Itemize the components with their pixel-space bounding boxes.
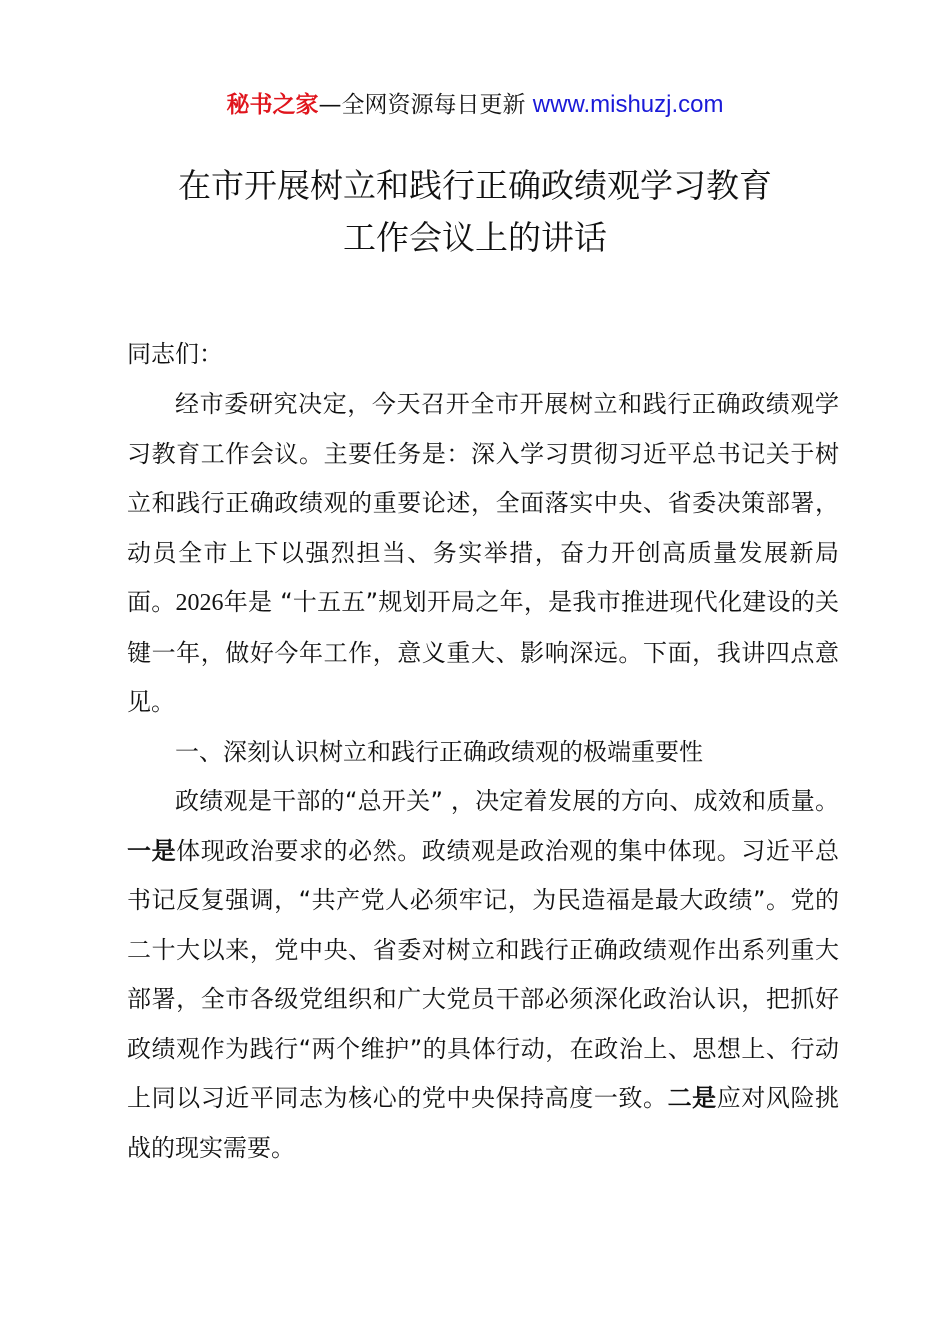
document-title — [0, 160, 950, 264]
year-number: 2026 — [175, 590, 224, 616]
header-slogan: —全网资源每日更新 — [318, 92, 533, 118]
salutation: 同志们： — [127, 340, 223, 368]
point-1-label: 一是 — [127, 836, 177, 865]
section-1-intro: 政绩观是干部的“总开关” ，决定着发展的方向、成效和质量。 — [175, 787, 839, 815]
site-header — [0, 88, 950, 122]
intro-paragraph — [127, 380, 839, 728]
title-line-1: 在市开展树立和践行正确政绩观学习教育 — [178, 166, 772, 205]
point-2-text: 应对风险挑战的现实需要。 — [127, 1084, 840, 1162]
intro-paragraph-part1: 经市委研究决定，今天召开全市开展树立和践行正确政绩观学习教育工作会议。主要任务是：深入学习贯彻习近平总书记关于树立和践行正确政绩观的重要论述，全面落实中央、省委决策部署，动员全市上下以强烈担当、务实举措，奋力开创高质量发展新局面。 — [127, 390, 839, 616]
section-heading-1: 一、深刻认识树立和践行正确政绩观的极端重要性 — [175, 738, 703, 766]
section-1-paragraph — [127, 777, 839, 1173]
site-url-link[interactable]: www.mishuzj.com — [532, 91, 724, 118]
point-1-text: 体现政治要求的必然。政绩观是政治观的集中体现。习近平总书记反复强调，“共产党人必须牢记，为民造福是最大政绩”。党的二十大以来，党中央、省委对树立和践行正确政绩观作出系列重大部署，全市各级党组织和广大党员干部必须深化政治认识，把抓好政绩观作为践行“两个维护”的具体行动，在政治上、思想上、行动上同以习近平同志为核心的党中央保持高度一致。 — [127, 836, 840, 1112]
intro-paragraph-part2: 年是 “十五五”规划开局之年，是我市推进现代化建设的关键一年，做好今年工作，意义重大、影响深远。下面，我讲四点意见。 — [127, 588, 840, 716]
brand-name: 秘书之家 — [226, 92, 319, 118]
point-2-label: 二是 — [667, 1084, 717, 1112]
title-line-2: 工作会议上的讲话 — [343, 218, 607, 257]
